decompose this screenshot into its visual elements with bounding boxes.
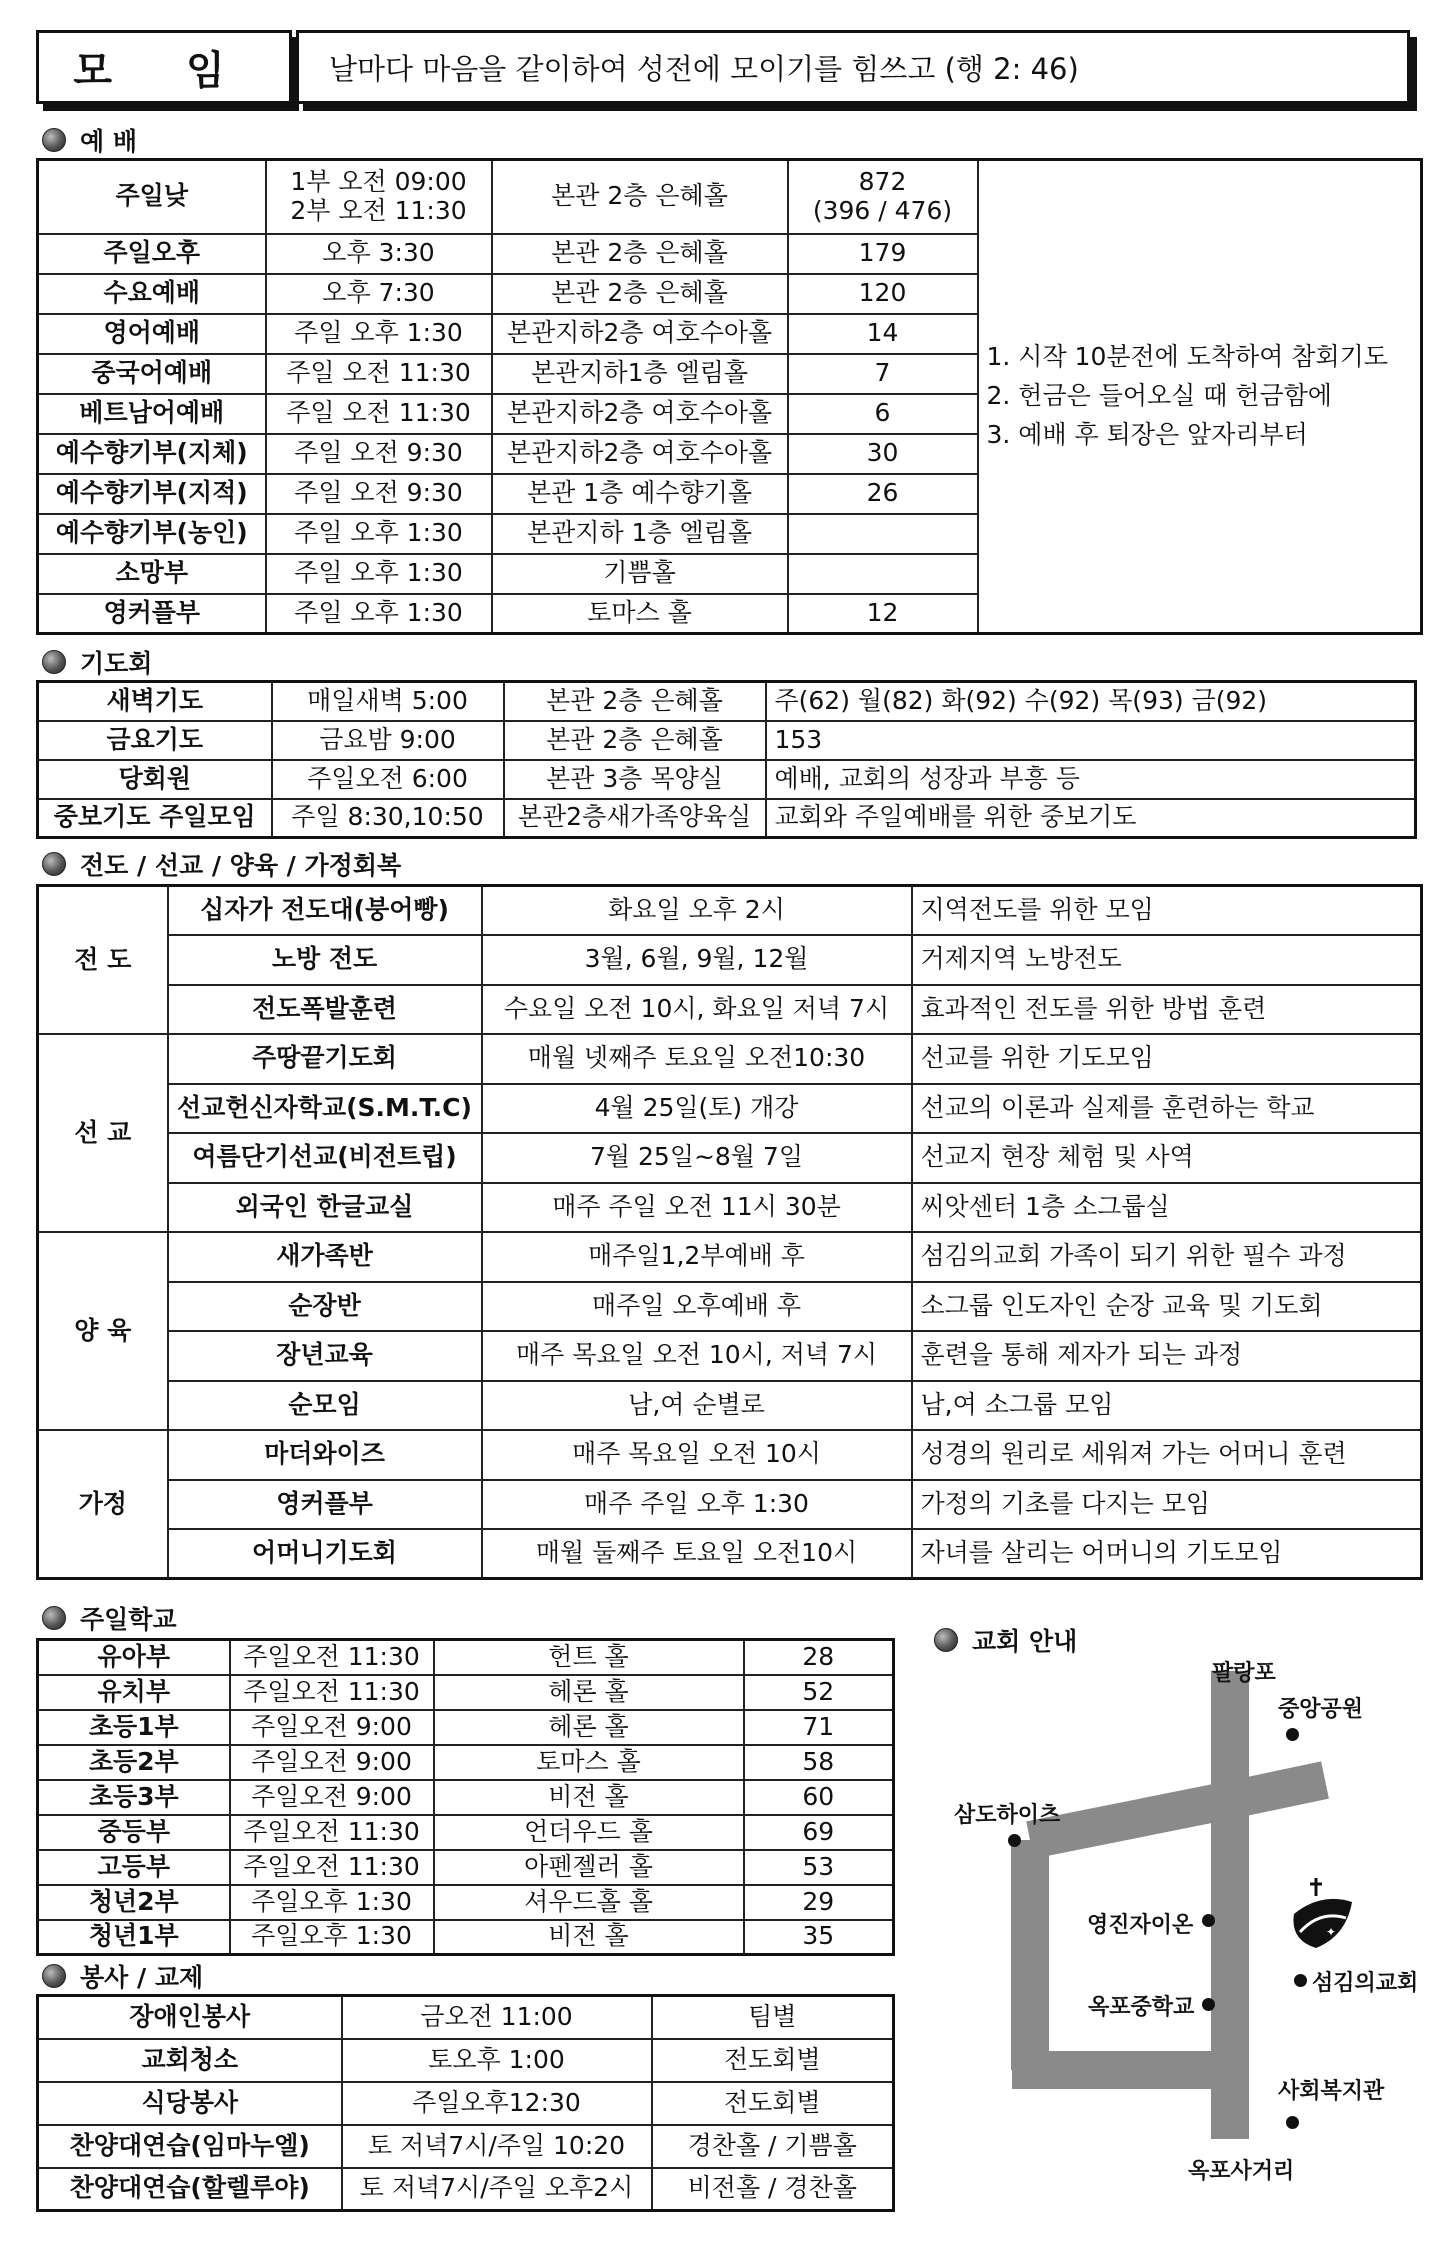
ministry-name: 장년교육 (168, 1331, 482, 1381)
school-place: 셔우드홀 홀 (434, 1885, 744, 1920)
school-time: 주일오후 1:30 (230, 1885, 434, 1920)
ministry-name: 순모임 (168, 1381, 482, 1431)
table-row (38, 1084, 1422, 1134)
service-name: 식당봉사 (38, 2082, 342, 2125)
school-dept: 중등부 (38, 1815, 230, 1850)
map-label-samdo: 삼도하이츠 (954, 1803, 1061, 1828)
ministry-name: 선교헌신자학교(S.M.T.C) (168, 1084, 482, 1134)
school-count: 69 (744, 1815, 894, 1850)
ministry-desc: 성경의 원리로 세워져 가는 어머니 훈련 (912, 1430, 1422, 1480)
table-row (38, 1675, 894, 1710)
ministry-category: 선 교 (38, 1034, 168, 1232)
service-name: 찬양대연습(할렐루야) (38, 2168, 342, 2211)
worship-place: 본관지하1층 엘림홀 (492, 354, 788, 394)
prayer-place: 본관 3층 목양실 (504, 760, 766, 799)
worship-time: 주일 오전 11:30 (266, 394, 492, 434)
school-count: 53 (744, 1850, 894, 1885)
ministry-name: 노방 전도 (168, 935, 482, 985)
worship-time: 1부 오전 09:00 2부 오전 11:30 (266, 160, 492, 234)
map-label-jungang: 중앙공원 (1278, 1697, 1364, 1722)
map-label-church: 섬김의교회 (1312, 1971, 1419, 1996)
service-time: 토오후 1:00 (342, 2039, 652, 2082)
prayer-name: 새벽기도 (38, 682, 272, 721)
worship-name: 예수향기부(지체) (38, 434, 266, 474)
worship-heading: 예 배 (42, 124, 137, 156)
worship-name: 영어예배 (38, 314, 266, 354)
ministry-time: 4월 25일(토) 개강 (482, 1084, 912, 1134)
worship-count: 6 (788, 394, 978, 434)
service-group: 팀별 (652, 1996, 894, 2039)
prayer-table (36, 680, 1417, 839)
ministry-time: 매월 둘째주 토요일 오전10시 (482, 1529, 912, 1579)
table-row (38, 1133, 1422, 1183)
service-group: 전도회별 (652, 2039, 894, 2082)
school-time: 주일오후 1:30 (230, 1920, 434, 1955)
ministry-desc: 섬김의교회 가족이 되기 위한 필수 과정 (912, 1232, 1422, 1282)
ministry-time: 매주 목요일 오전 10시 (482, 1430, 912, 1480)
ministry-name: 순장반 (168, 1282, 482, 1332)
school-time: 주일오전 11:30 (230, 1640, 434, 1675)
school-dept: 초등1부 (38, 1710, 230, 1745)
ministry-heading: 전도 / 선교 / 양육 / 가정회복 (42, 848, 401, 880)
worship-count: 872 (396 / 476) (788, 160, 978, 234)
ministry-desc: 선교의 이론과 실제를 훈련하는 학교 (912, 1084, 1422, 1134)
table-row (38, 1996, 894, 2039)
worship-time: 오후 7:30 (266, 274, 492, 314)
bullet-icon (42, 1964, 66, 1988)
table-row (38, 1529, 1422, 1579)
worship-time: 주일 오후 1:30 (266, 594, 492, 634)
worship-count: 179 (788, 234, 978, 274)
school-dept: 청년2부 (38, 1885, 230, 1920)
ministry-name: 주땅끝기도회 (168, 1034, 482, 1084)
worship-name: 소망부 (38, 554, 266, 594)
table-row (38, 2039, 894, 2082)
prayer-place: 본관2층새가족양육실 (504, 799, 766, 838)
worship-place: 본관 1층 예수향기홀 (492, 474, 788, 514)
table-row (38, 682, 1416, 721)
table-row (38, 1331, 1422, 1381)
worship-place: 본관 2층 은혜홀 (492, 234, 788, 274)
prayer-heading: 기도회 (42, 646, 152, 678)
page-title-box (36, 30, 292, 104)
worship-time: 오후 3:30 (266, 234, 492, 274)
prayer-note: 주(62) 월(82) 화(92) 수(92) 목(93) 금(92) (766, 682, 1416, 721)
prayer-time: 금요밤 9:00 (272, 721, 504, 760)
table-row (38, 935, 1422, 985)
prayer-time: 주일 8:30,10:50 (272, 799, 504, 838)
worship-count: 7 (788, 354, 978, 394)
worship-place: 본관 2층 은혜홀 (492, 160, 788, 234)
worship-name: 주일오후 (38, 234, 266, 274)
worship-name: 베트남어예배 (38, 394, 266, 434)
ministry-time: 남,여 순별로 (482, 1381, 912, 1431)
service-heading: 봉사 / 교제 (42, 1960, 203, 1992)
bullet-icon (42, 1606, 66, 1630)
worship-place: 본관지하2층 여호수아홀 (492, 394, 788, 434)
worship-count (788, 514, 978, 554)
school-count: 35 (744, 1920, 894, 1955)
school-place: 언더우드 홀 (434, 1815, 744, 1850)
table-row (38, 1920, 894, 1955)
verse-text: 날마다 마음을 같이하여 성전에 모이기를 힘쓰고 (행 2: 46) (329, 51, 1079, 86)
table-row (38, 721, 1416, 760)
table-row (38, 1640, 894, 1675)
table-row (38, 985, 1422, 1035)
ministry-desc: 지역전도를 위한 모임 (912, 886, 1422, 936)
bullet-icon (42, 650, 66, 674)
worship-time: 주일 오후 1:30 (266, 514, 492, 554)
verse-box (296, 30, 1410, 104)
worship-time: 주일 오후 1:30 (266, 314, 492, 354)
ministry-desc: 훈련을 통해 제자가 되는 과정 (912, 1331, 1422, 1381)
table-row (38, 2125, 894, 2168)
worship-notes: 1. 시작 10분전에 도착하여 참회기도 2. 헌금은 들어오실 때 헌금함에 3. 예배 후 퇴장은 앞자리부터 (978, 160, 1422, 634)
school-place: 헤론 홀 (434, 1710, 744, 1745)
table-row (38, 1780, 894, 1815)
service-name: 찬양대연습(임마누엘) (38, 2125, 342, 2168)
school-dept: 초등3부 (38, 1780, 230, 1815)
service-group: 전도회별 (652, 2082, 894, 2125)
school-place: 비전 홀 (434, 1780, 744, 1815)
worship-place: 본관지하2층 여호수아홀 (492, 314, 788, 354)
ministry-desc: 선교를 위한 기도모임 (912, 1034, 1422, 1084)
service-group: 비전홀 / 경찬홀 (652, 2168, 894, 2211)
school-time: 주일오전 11:30 (230, 1815, 434, 1850)
prayer-name: 중보기도 주일모임 (38, 799, 272, 838)
school-time: 주일오전 9:00 (230, 1780, 434, 1815)
ministry-name: 마더와이즈 (168, 1430, 482, 1480)
worship-count: 14 (788, 314, 978, 354)
prayer-note: 예배, 교회의 성장과 부흥 등 (766, 760, 1416, 799)
school-dept: 고등부 (38, 1850, 230, 1885)
school-dept: 유치부 (38, 1675, 230, 1710)
table-row (38, 1710, 894, 1745)
table-row (38, 2082, 894, 2125)
ministry-desc: 남,여 소그룹 모임 (912, 1381, 1422, 1431)
service-time: 토 저녁7시/주일 10:20 (342, 2125, 652, 2168)
sunday-school-heading: 주일학교 (42, 1602, 177, 1634)
ministry-name: 영커플부 (168, 1480, 482, 1530)
ministry-time: 화요일 오후 2시 (482, 886, 912, 936)
table-row (38, 1815, 894, 1850)
table-row (38, 1850, 894, 1885)
prayer-name: 당회원 (38, 760, 272, 799)
table-row (38, 1480, 1422, 1530)
ministry-time: 3월, 6월, 9월, 12월 (482, 935, 912, 985)
location-dot-icon (1294, 1974, 1307, 1987)
table-row (38, 886, 1422, 936)
prayer-time: 매일새벽 5:00 (272, 682, 504, 721)
worship-name: 예수향기부(지적) (38, 474, 266, 514)
table-row (38, 799, 1416, 838)
school-time: 주일오전 11:30 (230, 1850, 434, 1885)
svg-text:✦: ✦ (1326, 1925, 1337, 1939)
school-count: 28 (744, 1640, 894, 1675)
service-time: 토 저녁7시/주일 오후2시 (342, 2168, 652, 2211)
service-group: 경찬홀 / 기쁨홀 (652, 2125, 894, 2168)
school-dept: 청년1부 (38, 1920, 230, 1955)
prayer-note: 153 (766, 721, 1416, 760)
worship-name: 중국어예배 (38, 354, 266, 394)
ministry-desc: 효과적인 전도를 위한 방법 훈련 (912, 985, 1422, 1035)
ministry-name: 어머니기도회 (168, 1529, 482, 1579)
ministry-time: 매주 목요일 오전 10시, 저녁 7시 (482, 1331, 912, 1381)
school-count: 52 (744, 1675, 894, 1710)
ministry-table (36, 884, 1423, 1580)
worship-time: 주일 오전 9:30 (266, 474, 492, 514)
worship-place: 본관 2층 은혜홀 (492, 274, 788, 314)
ministry-name: 십자가 전도대(붕어빵) (168, 886, 482, 936)
worship-count: 30 (788, 434, 978, 474)
worship-place: 기쁨홀 (492, 554, 788, 594)
worship-name: 예수향기부(농인) (38, 514, 266, 554)
prayer-time: 주일오전 6:00 (272, 760, 504, 799)
ministry-time: 매주 주일 오후 1:30 (482, 1480, 912, 1530)
school-place: 헌트 홀 (434, 1640, 744, 1675)
worship-place: 본관지하2층 여호수아홀 (492, 434, 788, 474)
worship-name: 영커플부 (38, 594, 266, 634)
table-row (38, 2168, 894, 2211)
school-place: 비전 홀 (434, 1920, 744, 1955)
worship-time: 주일 오후 1:30 (266, 554, 492, 594)
school-dept: 초등2부 (38, 1745, 230, 1780)
table-row (38, 1381, 1422, 1431)
bullet-icon (934, 1628, 958, 1652)
ministry-desc: 선교지 현장 체험 및 사역 (912, 1133, 1422, 1183)
table-row (38, 1034, 1422, 1084)
worship-time: 주일 오전 11:30 (266, 354, 492, 394)
map-label-crossroad: 옥포사거리 (1188, 2159, 1295, 2184)
school-count: 71 (744, 1710, 894, 1745)
bullet-icon (42, 128, 66, 152)
table-row (38, 760, 1416, 799)
ministry-category: 전 도 (38, 886, 168, 1035)
map-label-yeongjin: 영진자이온 (1087, 1913, 1194, 1938)
map-label-palangpo: 팔랑포 (1212, 1661, 1276, 1686)
ministry-name: 전도폭발훈련 (168, 985, 482, 1035)
ministry-time: 매주일 오후예배 후 (482, 1282, 912, 1332)
ministry-category: 양 육 (38, 1232, 168, 1430)
location-dot-icon (1286, 1728, 1299, 1741)
school-time: 주일오전 11:30 (230, 1675, 434, 1710)
table-row (38, 1885, 894, 1920)
worship-count: 120 (788, 274, 978, 314)
sunday-school-table (36, 1638, 895, 1956)
worship-name: 주일낮 (38, 160, 266, 234)
location-dot-icon (1202, 1914, 1215, 1927)
worship-place: 본관지하 1층 엘림홀 (492, 514, 788, 554)
map-label-welfare: 사회복지관 (1278, 2079, 1385, 2104)
ministry-desc: 거제지역 노방전도 (912, 935, 1422, 985)
worship-count: 26 (788, 474, 978, 514)
table-row (38, 1745, 894, 1780)
prayer-place: 본관 2층 은혜홀 (504, 721, 766, 760)
worship-count: 12 (788, 594, 978, 634)
school-dept: 유아부 (38, 1640, 230, 1675)
ministry-desc: 씨앗센터 1층 소그룹실 (912, 1183, 1422, 1233)
worship-table (36, 158, 1423, 635)
bullet-icon (42, 852, 66, 876)
ministry-time: 매주일1,2부예배 후 (482, 1232, 912, 1282)
location-dot-icon (1286, 2116, 1299, 2129)
ministry-desc: 소그룹 인도자인 순장 교육 및 기도회 (912, 1282, 1422, 1332)
worship-time: 주일 오전 9:30 (266, 434, 492, 474)
map-heading: 교회 안내 (934, 1624, 1077, 1656)
prayer-place: 본관 2층 은혜홀 (504, 682, 766, 721)
table-row (38, 1430, 1422, 1480)
ministry-category: 가정 (38, 1430, 168, 1579)
school-place: 헤론 홀 (434, 1675, 744, 1710)
ministry-time: 7월 25일~8월 7일 (482, 1133, 912, 1183)
location-dot-icon (1008, 1834, 1021, 1847)
service-time: 주일오후12:30 (342, 2082, 652, 2125)
school-count: 29 (744, 1885, 894, 1920)
ministry-name: 외국인 한글교실 (168, 1183, 482, 1233)
worship-place: 토마스 홀 (492, 594, 788, 634)
church-map (930, 1650, 1420, 2210)
school-count: 58 (744, 1745, 894, 1780)
ministry-time: 매월 넷째주 토요일 오전10:30 (482, 1034, 912, 1084)
ministry-name: 새가족반 (168, 1232, 482, 1282)
prayer-note: 교회와 주일예배를 위한 중보기도 (766, 799, 1416, 838)
table-row (38, 1232, 1422, 1282)
school-time: 주일오전 9:00 (230, 1710, 434, 1745)
table-row (38, 1183, 1422, 1233)
table-row (38, 1282, 1422, 1332)
service-name: 장애인봉사 (38, 1996, 342, 2039)
prayer-name: 금요기도 (38, 721, 272, 760)
worship-count (788, 554, 978, 594)
ministry-time: 매주 주일 오전 11시 30분 (482, 1183, 912, 1233)
church-logo-icon (1286, 1874, 1356, 1954)
service-name: 교회청소 (38, 2039, 342, 2082)
ministry-name: 여름단기선교(비전트립) (168, 1133, 482, 1183)
school-place: 아펜젤러 홀 (434, 1850, 744, 1885)
school-count: 60 (744, 1780, 894, 1815)
ministry-desc: 가정의 기초를 다지는 모임 (912, 1480, 1422, 1530)
map-label-okpo-ms: 옥포중학교 (1088, 1995, 1195, 2020)
school-place: 토마스 홀 (434, 1745, 744, 1780)
location-dot-icon (1202, 1998, 1215, 2011)
ministry-time: 수요일 오전 10시, 화요일 저녁 7시 (482, 985, 912, 1035)
worship-name: 수요예배 (38, 274, 266, 314)
school-time: 주일오전 9:00 (230, 1745, 434, 1780)
road-diagonal (1030, 1780, 1325, 1840)
page-title: 모 임 (73, 47, 255, 94)
ministry-desc: 자녀를 살리는 어머니의 기도모임 (912, 1529, 1422, 1579)
service-time: 금오전 11:00 (342, 1996, 652, 2039)
table-row (38, 160, 1422, 234)
service-table (36, 1994, 895, 2212)
